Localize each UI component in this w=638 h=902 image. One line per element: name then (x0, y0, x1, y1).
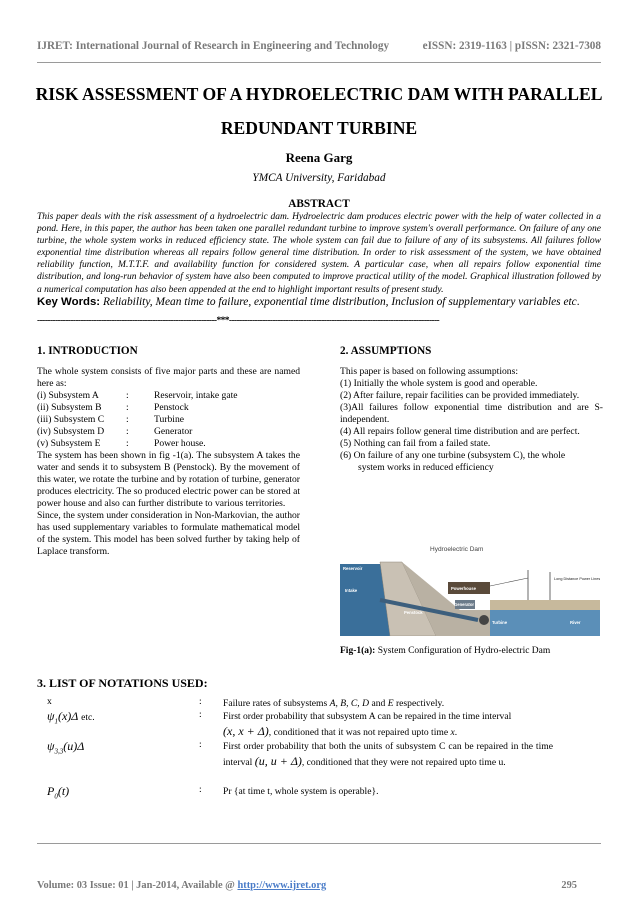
assumption-item: (5) Nothing can fail from a failed state. (340, 438, 491, 449)
subsystem-item (37, 438, 300, 450)
notation-interval: (u, u + Δ) (254, 754, 302, 768)
symbol-etc: etc. (81, 712, 95, 723)
keywords-text: Reliability, Mean time to failure, exponential time distribution, Inclusion of supplementary variables etc (102, 296, 577, 308)
label-power-lines: Long Distance Power Lines (554, 577, 600, 581)
label-penstock: Penstock (404, 610, 423, 615)
subsystem-number: (v) (37, 438, 49, 449)
notation-interval: (x, x + Δ) (223, 724, 269, 738)
notation-description: Pr {at time t, whole system is operable}. (223, 786, 379, 797)
subsystem-description: Reservoir, intake gate (154, 390, 238, 401)
section-separator (37, 316, 601, 326)
symbol-rest: (t) (57, 784, 70, 798)
assumption-item: (1) Initially the whole system is good and operable. (340, 378, 538, 389)
notation-italic: A, B, C, D (329, 698, 370, 709)
notation-symbol: x (47, 696, 52, 707)
figure-caption-label: Fig-1(a): (340, 646, 376, 656)
subsystem-item (37, 414, 300, 426)
subsystem-name: Subsystem C (53, 414, 105, 425)
subsystem-number: (iv) (37, 426, 51, 437)
subsystem-label (37, 402, 126, 414)
assumption-list (340, 378, 603, 450)
subsystem-number: (iii) (37, 414, 52, 425)
title-line-2: REDUNDANT TURBINE (220, 118, 418, 138)
page-footer (37, 880, 601, 891)
notation-description (223, 739, 553, 770)
assumptions-intro: This paper is based on following assumptions: (340, 366, 518, 377)
subsystem-description: Penstock (154, 402, 189, 413)
subsystem-number: (ii) (37, 402, 49, 413)
hydroelectric-dam-figure (340, 540, 600, 636)
subsystem-label (37, 390, 126, 402)
subsystem-colon: : (126, 414, 129, 425)
notation-symbol (47, 784, 69, 800)
introduction-heading: 1. INTRODUCTION (37, 345, 138, 357)
author-affiliation: YMCA University, Faridabad (252, 172, 386, 184)
paper-title (20, 80, 618, 142)
figure-caption-text: System Configuration of Hydro-electric Dam (375, 646, 551, 656)
journal-header (37, 40, 601, 52)
subsystem-name: Subsystem D (53, 426, 105, 437)
title-line-1: RISK ASSESSMENT OF A HYDROELECTRIC DAM WITH PARALLEL (35, 84, 603, 104)
introduction-section (37, 345, 300, 558)
journal-link[interactable]: http://www.ijret.org (237, 880, 327, 891)
notation-text: Failure rates of subsystems (223, 698, 330, 709)
notation-colon: : (199, 696, 202, 707)
notation-italic: E (387, 698, 394, 709)
intro-paragraph-3: Since, the system under consideration in Non-Markovian, the author has used supplementary variables to formulate mathematical model of the system. This model has been solved further by taking help of Laplace transform. (37, 510, 300, 557)
notation-italic: x (450, 727, 455, 738)
footer-rule (37, 843, 601, 844)
subsystem-colon: : (126, 438, 129, 449)
assumption-item-6 (340, 450, 603, 474)
symbol-subscript: 3,3 (54, 747, 64, 756)
subsystem-name: Subsystem A (48, 390, 99, 401)
journal-name: IJRET: International Journal of Research in Engineering and Technology (37, 40, 390, 52)
symbol-subscript: 1 (54, 717, 58, 726)
assumption-item: (4) All repairs follow general time distribution and are perfect. (340, 426, 580, 437)
subsystem-label (37, 426, 126, 438)
keywords-label: Key Words: (37, 296, 101, 308)
notation-text: , conditioned that it was not repaired upto time (268, 727, 451, 738)
assumptions-heading: 2. ASSUMPTIONS (340, 345, 432, 357)
notation-description (223, 709, 553, 740)
subsystem-item (37, 390, 300, 402)
assumptions-section (340, 345, 603, 474)
page-number: 295 (561, 880, 577, 891)
separator-stars: *** (216, 316, 229, 326)
subsystem-list (37, 390, 300, 450)
journal-issn: eISSN: 2319-1163 | pISSN: 2321-7308 (422, 40, 601, 52)
abstract-heading: ABSTRACT (288, 198, 350, 210)
assumption-6-lead: (6) On failure of any one turbine (subsystem C), the whole (340, 450, 566, 461)
header-rule (37, 62, 601, 63)
notations-heading: 3. LIST OF NOTATIONS USED: (37, 676, 208, 690)
abstract-text: This paper deals with the risk assessment of a hydroelectric dam. Hydroelectric dam produces electric power with the help of water collected in a pond. Here, in this paper, the author has been taken one parallel redundant turbine to improve system's overall performance. On failure of any one turbine, the whole system works in reduced efficiency state. The whole system can fail due to failure of any of its subsystems. All failures follow exponential time distribution whereas all repairs follow general time distribution. In order to risk assessment of the system, we have obtained reliability function, M.T.T.F. and availability function for considered system. A particular case, when all repairs follow exponential time distribution, and long-run behavior of system have also been computed to improve practical utility of the model. Graphical illustration followed by a numerical computation has also been appended at the end to highlight important results of present study. (37, 212, 601, 295)
notation-text: respectively. (393, 698, 445, 709)
river-bank (490, 600, 600, 610)
author-name: Reena Garg (285, 150, 353, 165)
notation-colon: : (199, 709, 202, 720)
notation-symbol (47, 709, 95, 725)
footer-text: Volume: 03 Issue: 01 | Jan-2014, Available @ (37, 880, 238, 891)
figure-title: Hydroelectric Dam (430, 546, 484, 553)
notation-text: First order probability that subsystem A can be repaired in the time interval (223, 711, 512, 722)
subsystem-colon: : (126, 402, 129, 413)
notation-colon: : (199, 739, 202, 750)
symbol-base: ψ (47, 739, 55, 753)
label-turbine: Turbine (492, 620, 508, 625)
subsystem-name: Subsystem E (50, 438, 101, 449)
separator-left: ---------------------------------------------------------------------- (37, 316, 217, 326)
notation-colon: : (199, 784, 202, 795)
subsystem-name: Subsystem B (51, 402, 102, 413)
symbol-base: ψ (47, 709, 55, 723)
label-reservoir: Reservoir (343, 566, 363, 571)
subsystem-label (37, 414, 126, 426)
figure-caption (340, 646, 550, 656)
subsystem-description: Power house. (154, 438, 206, 449)
subsystem-description: Turbine (154, 414, 185, 425)
separator-right: ---------------------------------------------------------------------------------- (228, 316, 440, 326)
subsystem-colon: : (126, 426, 129, 437)
subsystem-item (37, 402, 300, 414)
subsystem-number: (i) (37, 390, 47, 401)
subsystem-description: Generator (154, 426, 193, 437)
symbol-rest: (x)Δ (57, 709, 79, 723)
label-powerhouse: Powerhouse (451, 586, 476, 591)
turbine-unit (479, 615, 489, 625)
keywords-end: . (576, 296, 580, 308)
notation-text: First order probability that both the units of subsystem C can be repaired in the time interval (223, 741, 553, 768)
subsystem-colon: : (126, 390, 129, 401)
keywords (37, 296, 601, 308)
notation-text: , conditioned that they were not repaired upto time u. (301, 757, 506, 768)
subsystem-item (37, 426, 300, 438)
label-river: River (570, 620, 581, 625)
assumption-item: (3)All failures follow exponential time distribution and are S-independent. (340, 402, 603, 425)
subsystem-label (37, 438, 126, 450)
assumption-6-rest: system works in reduced efficiency (358, 462, 494, 473)
assumption-item: (2) After failure, repair facilities can be provided immediately. (340, 390, 580, 401)
label-generator: Generator (454, 602, 475, 607)
notation-text: . (454, 727, 458, 738)
intro-paragraph-1: The whole system consists of five major parts and these are named here as: (37, 366, 300, 389)
symbol-subscript: 0 (54, 792, 58, 801)
intro-paragraph-2: The system has been shown in fig -1(a). The subsystem A takes the water and sends it to subsystem B (Penstock). By the movement of this water, we rotate the turbine and by rotation of turbine, generator produces electricity. The so produced electric power can be stored at power house and also can further distribute to various territories. (37, 450, 300, 509)
symbol-rest: (u)Δ (63, 739, 85, 753)
notation-text: and (369, 698, 388, 709)
label-intake: Intake (345, 588, 358, 593)
symbol-base: P (47, 784, 55, 798)
notation-symbol (47, 739, 84, 755)
